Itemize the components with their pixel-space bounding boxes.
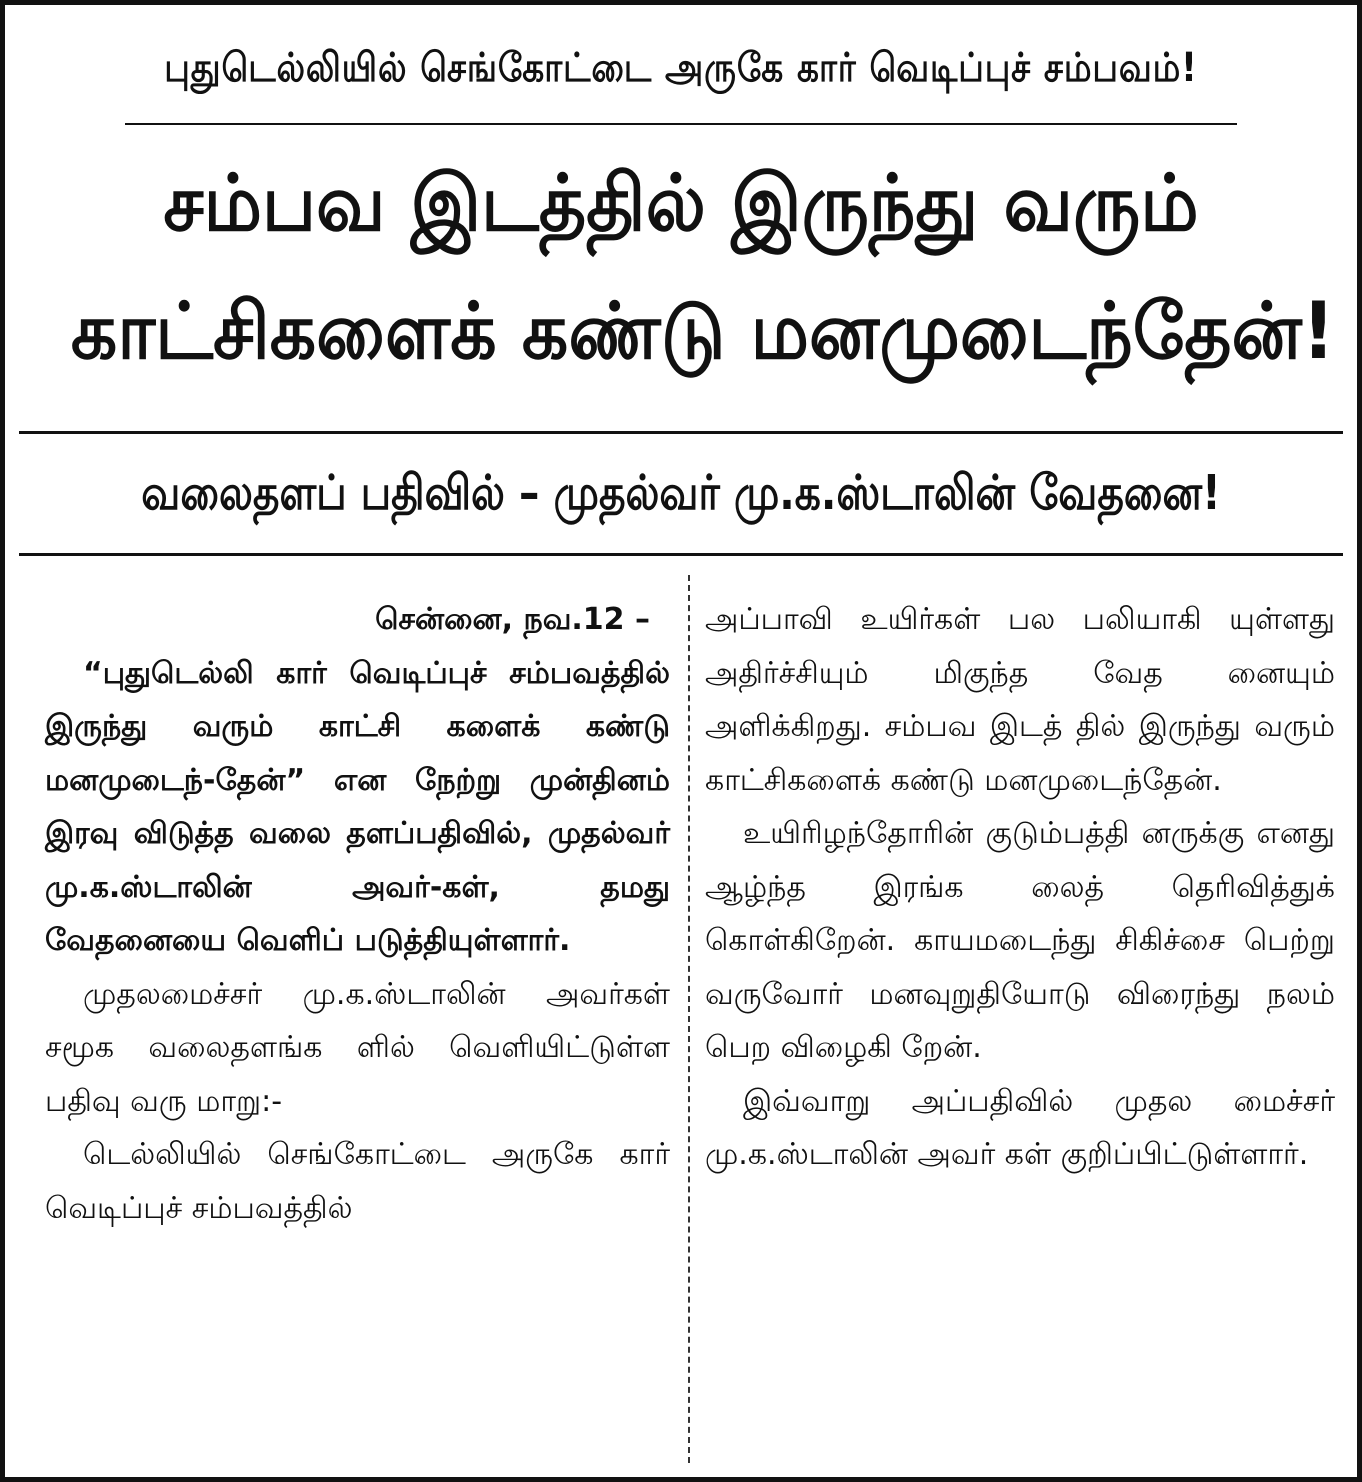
headline-rule [19, 431, 1343, 434]
body-paragraph: டெல்லியில் செங்கோட்டை அருகே கார் வெடிப்புச் சம்பவத்தில் [45, 1137, 670, 1226]
left-column [45, 593, 670, 1457]
body-paragraph: இவ்வாறு அப்பதிவில் முதல மைச்சர் மு.க.ஸ்டாலின் அவர் கள் குறிப்பிட்டுள்ளார். [705, 1083, 1335, 1172]
kicker-rule [125, 123, 1237, 125]
subhead-rule [19, 553, 1343, 556]
body-paragraph: அப்பாவி உயிர்கள் பல பலியாகி யுள்ளது அதிர்ச்சியும் மிகுந்த வேத னையும் அளிக்கிறது. சம்பவ இடத் தில் இருந்து வரும் காட்சிகளைக் கண்டு மனமுடைந்தேன். [705, 602, 1335, 798]
right-column [705, 593, 1335, 1457]
kicker-headline: புதுடெல்லியில் செங்கோட்டை அருகே கார் வெடிப்புச் சம்பவம்! [164, 45, 1198, 91]
dateline: சென்னை, நவ.12 – [375, 602, 650, 637]
body-paragraph: முதலமைச்சர் மு.க.ஸ்டாலின் அவர்கள் சமூக வலைதளங்க ளில் வெளியிட்டுள்ள பதிவு வரு மாறு:- [45, 976, 670, 1119]
body-paragraph: உயிரிழந்தோரின் குடும்பத்தி னருக்கு எனது ஆழ்ந்த இரங்க லைத் தெரிவித்துக் கொள்கிறேன். காயமடைந்து சிகிச்சை பெற்று வருவோர் மனவுறுதியோடு விரைந்து நலம் பெற விழைகி றேன். [705, 816, 1335, 1065]
column-divider [688, 575, 690, 1463]
headline-line-1: சம்பவ இடத்தில் இருந்து வரும் [163, 159, 1199, 249]
subheadline: வலைதளப் பதிவில் – முதல்வர் மு.க.ஸ்டாலின் வேதனை! [141, 465, 1221, 521]
lead-paragraph: “புதுடெல்லி கார் வெடிப்புச் சம்பவத்தில் இருந்து வரும் காட்சி களைக் கண்டு மனமுடைந்-தேன்” என நேற்று முன்தினம் இரவு விடுத்த வலை தளப்பதிவில், முதல்வர் மு.க.ஸ்டாலின் அவர்-கள், தமது வேதனையை வெளிப் படுத்தியுள்ளார். [45, 655, 670, 958]
headline-line-2: காட்சிகளைக் கண்டு மனமுடைந்தேன்! [70, 287, 1335, 377]
